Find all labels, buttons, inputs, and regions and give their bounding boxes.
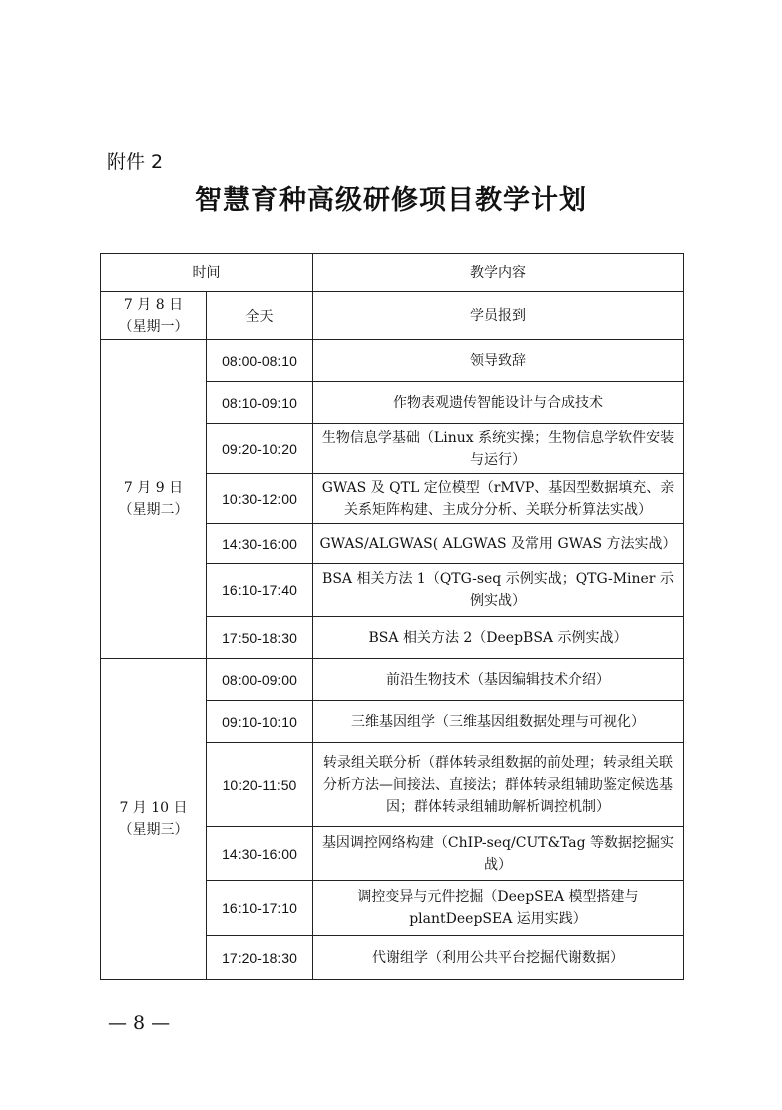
content-cell: 调控变异与元件挖掘（DeepSEA 模型搭建与 plantDeepSEA 运用实践） [313, 881, 684, 936]
date-text: 7 月 9 日 [123, 480, 184, 496]
page-title: 智慧育种高级研修项目教学计划 [195, 185, 587, 216]
time-cell: 10:20-11:50 [207, 743, 313, 827]
attachment-label: 附件 2 [107, 151, 164, 173]
time-cell: 16:10-17:10 [207, 881, 313, 936]
date-text: 7 月 8 日 [123, 296, 184, 313]
content-cell: 转录组关联分析（群体转录组数据的前处理；转录组关联分析方法—间接法、直接法；群体转录组辅助鉴定候选基因；群体转录组辅助解析调控机制） [313, 743, 684, 827]
time-cell: 09:20-10:20 [207, 424, 313, 474]
time-cell: 全天 [207, 292, 313, 340]
content-cell: BSA 相关方法 2（DeepBSA 示例实战） [313, 617, 684, 659]
date-cell [101, 340, 207, 659]
weekday-text: （星期一） [118, 318, 189, 335]
time-cell: 08:10-09:10 [207, 382, 313, 424]
content-cell: 基因调控网络构建（ChIP-seq/CUT&Tag 等数据挖掘实战） [313, 827, 684, 881]
content-cell: 领导致辞 [313, 340, 684, 382]
date-text: 7 月 10 日 [119, 800, 188, 816]
table-row [101, 340, 684, 382]
weekday-text: （星期三） [118, 822, 189, 838]
content-cell: 学员报到 [313, 292, 684, 340]
content-cell: GWAS/ALGWAS( ALGWAS 及常用 GWAS 方法实战） [313, 524, 684, 564]
weekday-text: （星期二） [118, 502, 189, 518]
time-cell: 10:30-12:00 [207, 474, 313, 524]
table-row [101, 292, 684, 340]
page-number: — 8 — [108, 1012, 171, 1034]
date-cell [101, 292, 207, 340]
content-cell: GWAS 及 QTL 定位模型（rMVP、基因型数据填充、亲 关系矩阵构建、主成分分析、关联分析算法实战） [313, 474, 684, 524]
time-cell: 16:10-17:40 [207, 564, 313, 617]
time-cell: 14:30-16:00 [207, 827, 313, 881]
time-cell: 14:30-16:00 [207, 524, 313, 564]
time-cell: 08:00-08:10 [207, 340, 313, 382]
table-header-row [101, 254, 684, 292]
content-cell: 作物表观遗传智能设计与合成技术 [313, 382, 684, 424]
teaching-plan-table [100, 253, 689, 980]
content-cell: 前沿生物技术（基因编辑技术介绍） [313, 659, 684, 701]
content-cell: 生物信息学基础（Linux 系统实操；生物信息学软件安装与运行） [313, 424, 684, 474]
time-cell: 08:00-09:00 [207, 659, 313, 701]
header-time: 时间 [101, 254, 313, 292]
content-cell: 代谢组学（利用公共平台挖掘代谢数据） [313, 936, 684, 980]
time-cell: 09:10-10:10 [207, 701, 313, 743]
content-cell: 三维基因组学（三维基因组数据处理与可视化） [313, 701, 684, 743]
date-cell [101, 659, 207, 980]
time-cell: 17:50-18:30 [207, 617, 313, 659]
content-cell: BSA 相关方法 1（QTG-seq 示例实战；QTG-Miner 示例实战） [313, 564, 684, 617]
table-row [101, 659, 684, 701]
header-content: 教学内容 [313, 254, 684, 292]
time-cell: 17:20-18:30 [207, 936, 313, 980]
